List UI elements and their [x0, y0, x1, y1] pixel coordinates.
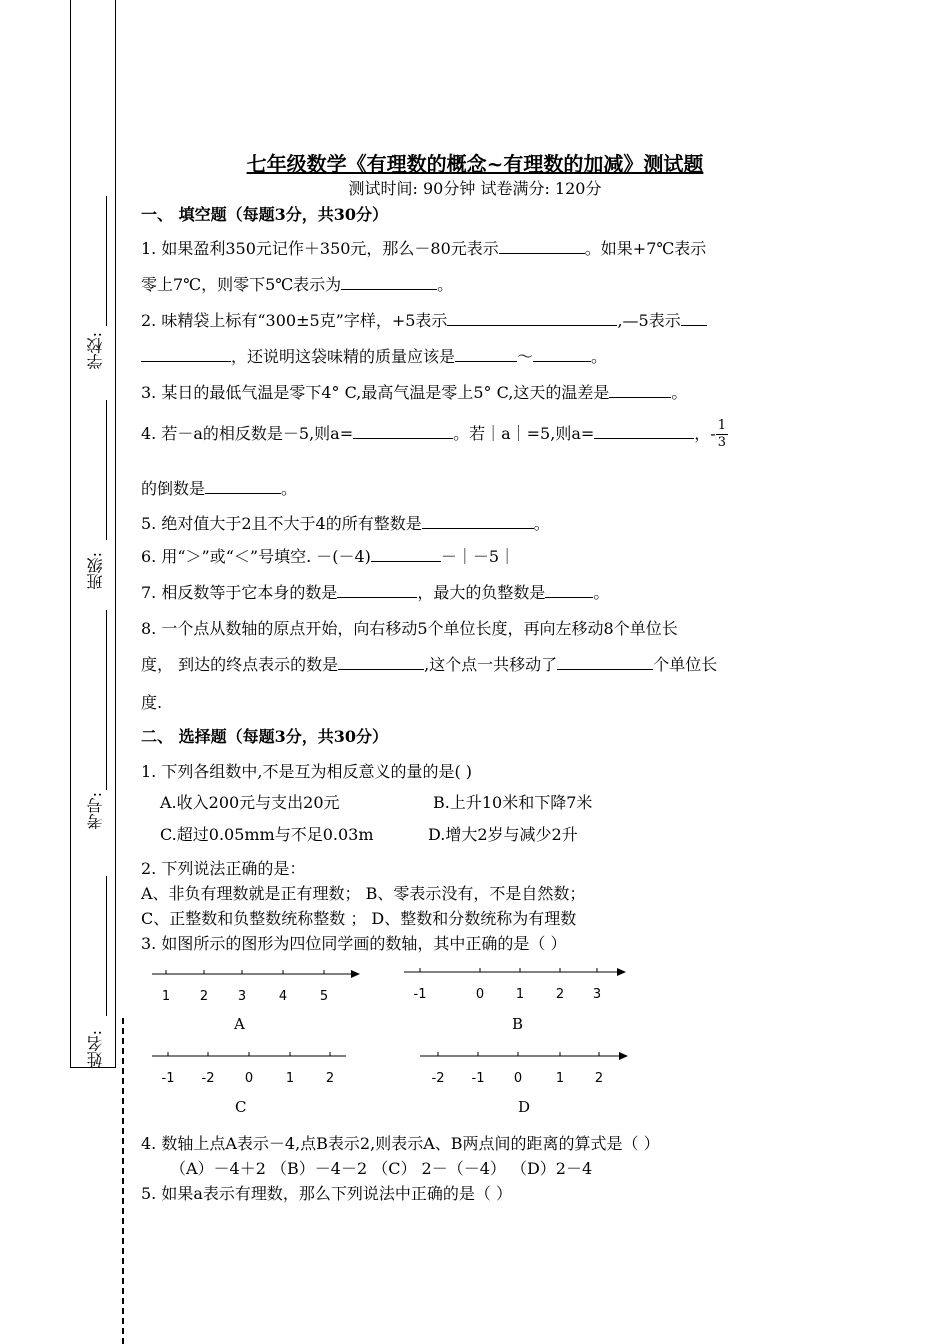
- tick-label: 0: [244, 1071, 254, 1086]
- axis-D-label: D: [518, 1098, 531, 1116]
- school-blank[interactable]: [106, 196, 107, 326]
- question-1-2-cont: ，还说明这袋味精的质量应该是 ～ 。: [141, 344, 607, 367]
- answer-blank[interactable]: [205, 479, 281, 494]
- number-line-D: [418, 1046, 634, 1086]
- number-blank[interactable]: [106, 876, 107, 1016]
- question-2-2: 2. 下列说法正确的是：: [141, 859, 306, 878]
- question-1-4-cont: 的倒数是 。: [141, 479, 298, 498]
- question-1-6: 6. 用“＞”或“＜”号填空. －(－4) －｜－5｜: [141, 547, 516, 566]
- tick-label: -1: [471, 1071, 485, 1086]
- tick-label: -2: [431, 1071, 445, 1086]
- options-2-4[interactable]: （A）－4＋2 （B）－4－2 （C） 2－（－4） （D）2－4: [170, 1159, 593, 1178]
- answer-blank[interactable]: [353, 424, 453, 439]
- answer-blank[interactable]: [447, 311, 617, 326]
- option-2-1-B[interactable]: B.上升10米和下降7米: [433, 793, 593, 812]
- answer-blank[interactable]: [594, 424, 694, 439]
- options-2-2-CD[interactable]: C、正整数和负整数统称整数 ； D、整数和分数统称为有理数: [141, 909, 577, 928]
- tick-label: 0: [513, 1071, 523, 1086]
- answer-blank[interactable]: [422, 514, 534, 529]
- tick-label: 2: [325, 1071, 335, 1086]
- options-2-2-AB[interactable]: A、非负有理数就是正有理数； B、零表示没有，不是自然数；: [141, 884, 586, 903]
- number-line-B: [400, 962, 632, 1002]
- answer-blank[interactable]: [371, 547, 441, 562]
- answer-blank[interactable]: [545, 583, 593, 598]
- option-2-1-D[interactable]: D.增大2岁与减少2升: [428, 825, 578, 844]
- question-2-3: 3. 如图所示的图形为四位同学画的数轴，其中正确的是（ ）: [141, 934, 567, 953]
- answer-blank[interactable]: [141, 347, 231, 362]
- question-2-1: 1. 下列各组数中,不是互为相反意义的量的是( ): [141, 762, 473, 781]
- answer-blank[interactable]: [338, 655, 424, 670]
- section1-heading: 一、 填空题（每题3分，共30分）: [141, 205, 388, 224]
- question-1-3: 3. 某日的最低气温是零下4° C,最高气温是零上5° C,这天的温差是 。: [141, 383, 688, 402]
- tick-label: -2: [201, 1071, 215, 1086]
- axis-A-label: A: [234, 1015, 245, 1033]
- tick-label: 2: [555, 987, 565, 1002]
- fraction-one-third: $\frac{1}{3}$: [717, 418, 726, 450]
- axis-arrow: [351, 970, 360, 978]
- answer-blank[interactable]: [557, 655, 653, 670]
- question-2-5: 5. 如果a表示有理数，那么下列说法中正确的是（ ）: [141, 1184, 512, 1203]
- question-1-8-end: 度.: [141, 693, 163, 712]
- tick-label: 2: [594, 1071, 604, 1086]
- tick-label: 1: [515, 987, 525, 1002]
- question-1-2: 2. 味精袋上标有“300±5克”字样，+5表示 ,—5表示: [141, 308, 707, 331]
- question-1-4: 4. 若－a的相反数是－5,则a= 。若｜a｜=5,则a= ，- $\frac{1}{3}$: [141, 418, 726, 450]
- tick-label: 2: [199, 989, 209, 1002]
- axis-B-label: B: [512, 1015, 524, 1033]
- question-1-1-cont: 零上7℃，则零下5℃表示为 。: [141, 275, 454, 294]
- answer-blank[interactable]: [533, 347, 591, 362]
- answer-blank[interactable]: [681, 311, 707, 326]
- option-2-1-A[interactable]: A.收入200元与支出20元: [160, 793, 340, 812]
- tick-label: 1: [161, 989, 171, 1002]
- number-line-C: [148, 1046, 354, 1086]
- answer-blank[interactable]: [609, 383, 671, 398]
- tick-label: 4: [278, 989, 288, 1002]
- tick-label: -1: [413, 987, 427, 1002]
- question-1-1: 1. 如果盈利350元记作＋350元，那么－80元表示 。如果+7℃表示: [141, 239, 707, 258]
- cut-line: [122, 1018, 124, 1344]
- name-label: 姓名:: [86, 1030, 105, 1068]
- tick-label: 1: [555, 1071, 565, 1086]
- tick-label: 1: [285, 1071, 295, 1086]
- school-label: 学校:: [86, 332, 105, 370]
- school-class-divider: [106, 400, 107, 540]
- tick-label: 5: [319, 989, 329, 1002]
- number-line-A: [148, 962, 368, 1002]
- tick-label: 3: [592, 987, 602, 1002]
- question-1-7: 7. 相反数等于它本身的数是 ，最大的负整数是 。: [141, 583, 610, 602]
- tick-label: 0: [475, 987, 485, 1002]
- question-1-8: 8. 一个点从数轴的原点开始，向右移动5个单位长度，再向左移动8个单位长: [141, 619, 678, 638]
- question-2-4: 4. 数轴上点A表示－4,点B表示2,则表示A、B两点间的距离的算式是（ ）: [141, 1134, 660, 1153]
- axis-arrow: [619, 1052, 628, 1060]
- number-label: 考号:: [86, 792, 105, 830]
- axis-C-label: C: [235, 1098, 247, 1116]
- question-1-8-cont: 度， 到达的终点表示的数是 ,这个点一共移动了 个单位长: [141, 655, 718, 674]
- axis-arrow: [617, 968, 626, 976]
- answer-blank[interactable]: [341, 275, 437, 290]
- answer-blank[interactable]: [499, 239, 585, 254]
- question-1-5: 5. 绝对值大于2且不大于4的所有整数是 。: [141, 514, 550, 533]
- page-title: 七年级数学《有理数的概念~有理数的加减》测试题: [246, 152, 704, 176]
- tick-label: -1: [161, 1071, 175, 1086]
- class-label: 班级:: [86, 552, 105, 590]
- class-blank[interactable]: [106, 610, 107, 790]
- tick-label: 3: [237, 989, 247, 1002]
- page-subtitle: 测试时间: 90分钟 试卷满分: 120分: [348, 179, 602, 198]
- option-2-1-C[interactable]: C.超过0.05mm与不足0.03m: [160, 825, 374, 844]
- section2-heading: 二、 选择题（每题3分，共30分）: [141, 727, 388, 746]
- answer-blank[interactable]: [455, 347, 517, 362]
- answer-blank[interactable]: [337, 583, 417, 598]
